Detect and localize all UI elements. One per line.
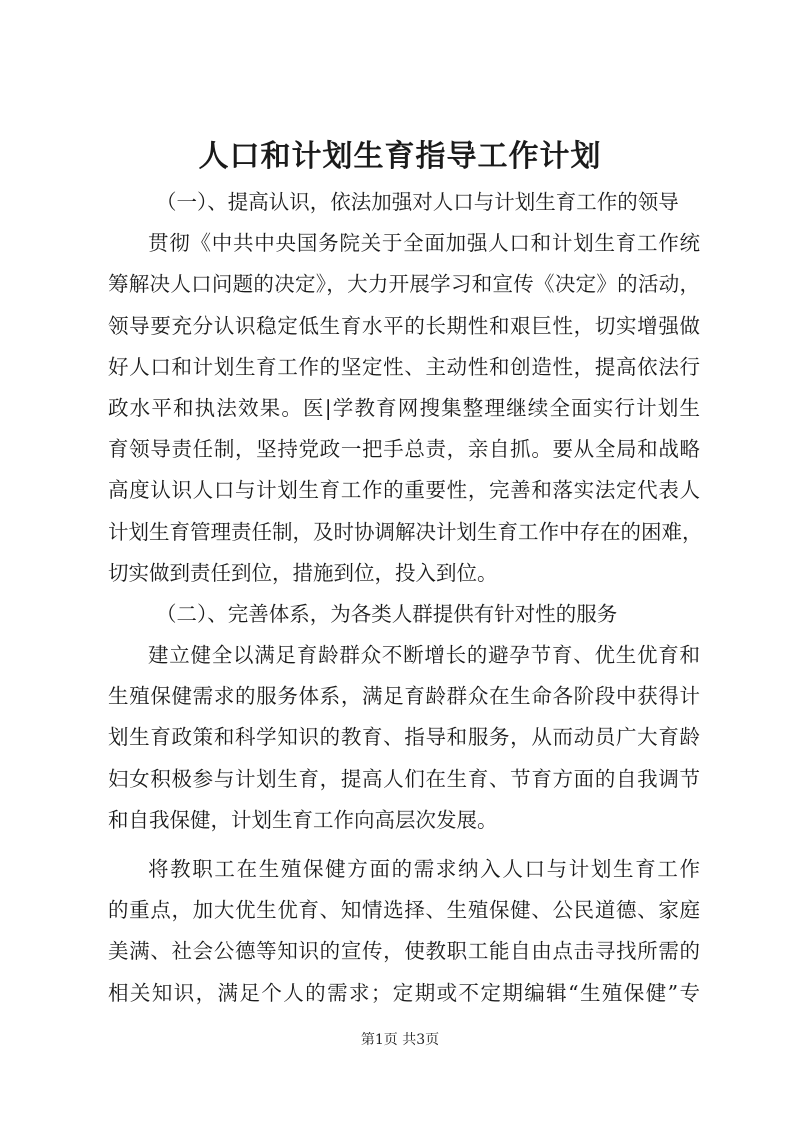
body-line: 建立健全以满足育龄群众不断增长的避孕节育、优生优育和: [148, 643, 700, 668]
body-line: 划生育政策和科学知识的教育、指导和服务，从而动员广大育龄: [108, 725, 700, 750]
body-line: 育领导责任制，坚持党政一把手总责，亲自抓。要从全局和战略: [108, 437, 700, 462]
body-line: 好人口和计划生育工作的坚定性、主动性和创造性，提高依法行: [108, 354, 700, 379]
page-title: 人口和计划生育指导工作计划: [198, 139, 602, 174]
body-line: 政水平和执法效果。医|学教育网搜集整理继续全面实行计划生: [108, 395, 700, 420]
body-line: 贯彻《中共中央国务院关于全面加强人口和计划生育工作统: [148, 231, 700, 256]
body-line: 高度认识人口与计划生育工作的重要性，完善和落实法定代表人: [108, 478, 700, 503]
body-line: 生殖保健需求的服务体系，满足育龄群众在生命各阶段中获得计: [108, 684, 700, 709]
body-line: 妇女积极参与计划生育，提高人们在生育、节育方面的自我调节: [108, 766, 700, 791]
body-line: 筹解决人口问题的决定》，大力开展学习和宣传《决定》的活动，: [108, 272, 700, 297]
body-line: 和自我保健，计划生育工作向高层次发展。: [108, 807, 498, 832]
page-number-footer: 第1页 共3页: [360, 1032, 440, 1048]
body-line: 相关知识，满足个人的需求；定期或不定期编辑“生殖保健”专: [108, 980, 700, 1005]
body-line: 将教职工在生殖保健方面的需求纳入人口与计划生育工作: [148, 857, 700, 881]
section-heading: （二）、完善体系，为各类人群提供有针对性的服务: [156, 601, 618, 626]
document-body: [108, 182, 703, 1014]
section-heading: （一）、提高认识，依法加强对人口与计划生育工作的领导: [156, 190, 679, 214]
body-line: 的重点，加大优生优育、知情选择、生殖保健、公民道德、家庭: [108, 898, 700, 923]
body-line: 领导要充分认识稳定低生育水平的长期性和艰巨性，切实增强做: [108, 313, 700, 338]
body-line: 切实做到责任到位，措施到位，投入到位。: [108, 560, 498, 585]
body-line: 计划生育管理责任制，及时协调解决计划生育工作中存在的困难，: [108, 519, 703, 544]
body-line: 美满、社会公德等知识的宣传，使教职工能自由点击寻找所需的: [108, 939, 700, 964]
